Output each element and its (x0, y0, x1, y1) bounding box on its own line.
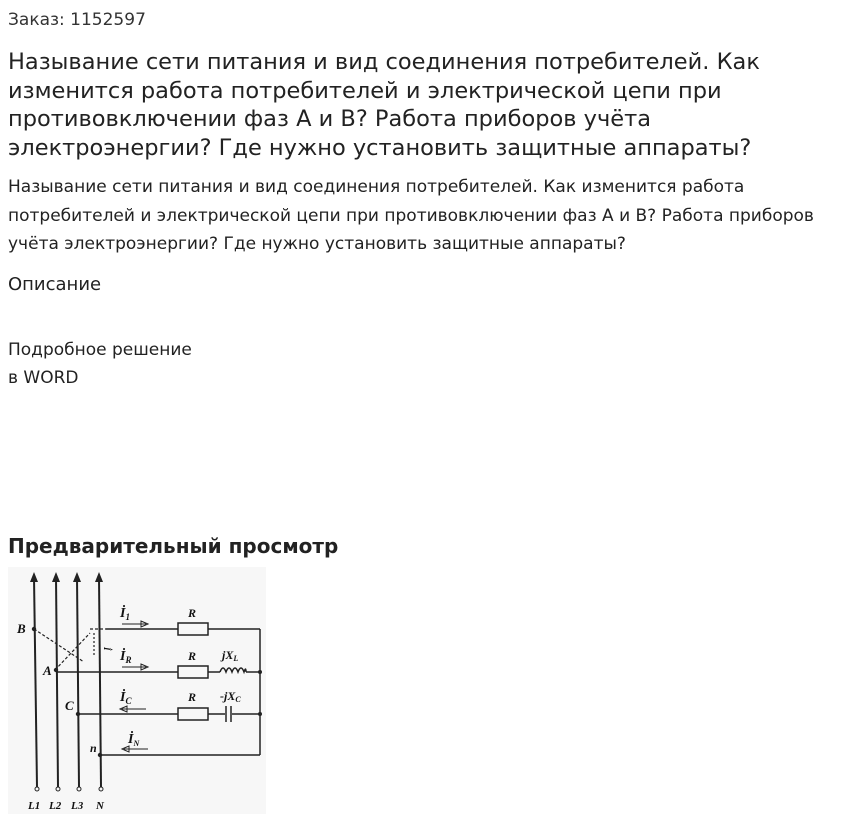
preview-image (8, 567, 266, 814)
label-current-r: $İ_R$ (120, 649, 132, 665)
terminal-icon (99, 787, 103, 791)
label-xc: -jXC (220, 689, 241, 704)
bus-line-l3 (77, 577, 79, 787)
label-r3: R (188, 690, 197, 704)
resistor-icon (178, 708, 208, 720)
arrow-up-icon (52, 572, 60, 582)
order-number: Заказ: 1152597 (8, 10, 146, 30)
label-current-n: $İ_N$ (128, 732, 140, 748)
terminal-icon (77, 787, 81, 791)
arrow-up-icon (73, 572, 81, 582)
label-current-c: $İ_C$ (120, 690, 132, 706)
bus-line-l1 (34, 577, 37, 787)
task-description: Называние сети питания и вид соединения потребителей. Как изменится работа потребителей и электрической цепи при противовключении фаз А и В? Работа приборов учёта электроэнергии? Где нужно установить защитные аппараты? (8, 177, 814, 254)
arrow-up-icon (95, 572, 103, 582)
label-current-side: İ (102, 647, 112, 651)
solution-note (8, 336, 192, 392)
description-heading: Описание (8, 274, 102, 295)
bus-line-l2 (56, 577, 58, 787)
terminal-icon (35, 787, 39, 791)
label-phase-a: A (43, 663, 52, 678)
arrow-up-icon (30, 572, 38, 582)
page-title: Называние сети питания и вид соединения потребителей. Как изменится работа потребителей и электрической цепи при противовключении фаз А и В? Работа приборов учёта электроэнергии? Где нужно установить защитные аппараты? (8, 49, 760, 161)
label-xl: jXL (222, 648, 239, 663)
label-current-1: $İ_1$ (120, 606, 130, 622)
label-bus-l3: L3 (71, 800, 84, 812)
swap-line-b (34, 629, 84, 662)
swap-line-a (55, 633, 90, 670)
label-neutral: n (90, 741, 97, 755)
node-dot (258, 712, 262, 716)
label-r1: R (188, 606, 197, 620)
resistor-icon (178, 666, 208, 678)
label-phase-b: B (17, 621, 26, 636)
label-r2: R (188, 649, 197, 663)
circuit-diagram (8, 567, 266, 814)
node-dot (258, 670, 262, 674)
solution-line-2: в WORD (8, 368, 79, 388)
label-phase-c: C (65, 698, 74, 713)
resistor-icon (178, 623, 208, 635)
label-bus-n: N (96, 800, 104, 812)
solution-line-1: Подробное решение (8, 340, 192, 360)
node-dot (32, 627, 36, 631)
label-bus-l1: L1 (28, 800, 41, 812)
inductor-icon (220, 668, 246, 672)
preview-heading: Предварительный просмотр (8, 534, 339, 558)
label-bus-l2: L2 (49, 800, 62, 812)
terminal-icon (56, 787, 60, 791)
